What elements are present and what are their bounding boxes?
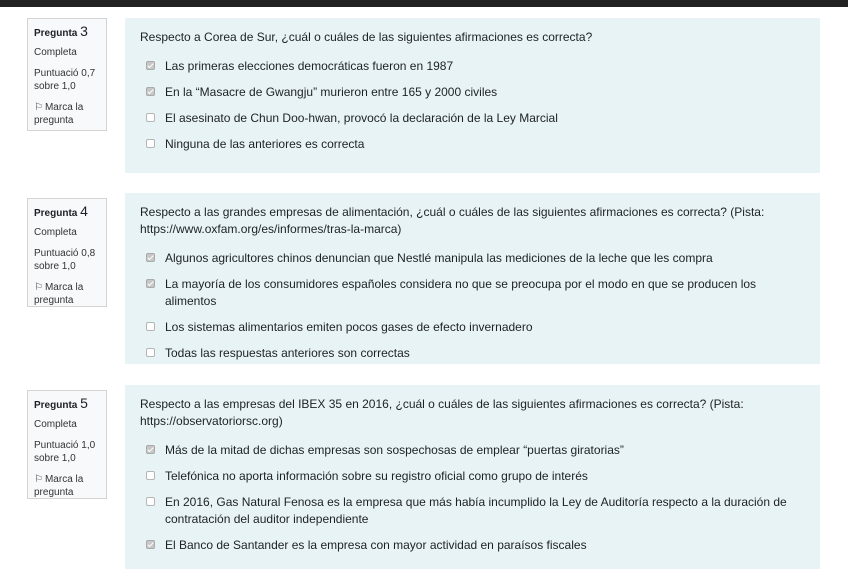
- flag-icon: ⚐: [34, 102, 43, 113]
- question-content: [125, 193, 820, 364]
- question-text: Respecto a las empresas del IBEX 35 en 2016, ¿cuál o cuáles de las siguientes afirmaciones es correcta? (Pista: https://observatoriorsc.org): [140, 397, 744, 428]
- question-content: [125, 385, 820, 569]
- question-info: [27, 18, 107, 131]
- checkbox[interactable]: [146, 113, 155, 122]
- flag-icon: ⚐: [34, 282, 43, 293]
- question-grade: Puntuació 0,7 sobre 1,0: [34, 68, 96, 92]
- checkbox[interactable]: [146, 322, 155, 331]
- checkbox[interactable]: [146, 497, 155, 506]
- question-grade: Puntuació 0,8 sobre 1,0: [34, 248, 96, 272]
- question-grade: Puntuació 1,0 sobre 1,0: [34, 440, 96, 464]
- flag-question-link[interactable]: ⚐ Marca la pregunta: [34, 282, 84, 306]
- checkbox[interactable]: [146, 445, 155, 454]
- answer-list: [140, 58, 805, 153]
- checkbox[interactable]: [146, 471, 155, 480]
- checkbox[interactable]: [146, 139, 155, 148]
- checkbox[interactable]: [146, 540, 155, 549]
- question-state: Completa: [34, 419, 77, 430]
- question-number: Pregunta 3: [34, 23, 88, 39]
- question-info: [27, 390, 107, 499]
- checkbox[interactable]: [146, 348, 155, 357]
- answer-option[interactable]: Algunos agricultores chinos denuncian que Nestlé manipula las mediciones de la leche que les compra: [140, 250, 805, 267]
- answer-option[interactable]: Todas las respuestas anteriores son correctas: [140, 345, 805, 362]
- question-info: [27, 198, 107, 307]
- question-number: Pregunta 4: [34, 203, 88, 219]
- flag-icon: ⚐: [34, 474, 43, 485]
- checkbox[interactable]: [146, 61, 155, 70]
- answer-option[interactable]: El Banco de Santander es la empresa con mayor actividad en paraísos fiscales: [140, 537, 805, 554]
- checkbox[interactable]: [146, 253, 155, 262]
- question-text: Respecto a Corea de Sur, ¿cuál o cuáles de las siguientes afirmaciones es correcta?: [140, 30, 593, 44]
- question-state: Completa: [34, 227, 77, 238]
- answer-option[interactable]: La mayoría de los consumidores españoles considera no que se preocupa por el modo en que se producen los alimentos: [140, 276, 805, 310]
- question-text: Respecto a las grandes empresas de alimentación, ¿cuál o cuáles de las siguientes afirmaciones es correcta? (Pista: https://www.oxfam.org/es/informes/tras-la-marca): [140, 205, 765, 236]
- checkbox[interactable]: [146, 87, 155, 96]
- flag-question-link[interactable]: ⚐ Marca la pregunta: [34, 102, 84, 126]
- answer-option[interactable]: Ninguna de las anteriores es correcta: [140, 136, 805, 153]
- question-state: Completa: [34, 47, 77, 58]
- answer-option[interactable]: Telefónica no aporta información sobre su registro oficial como grupo de interés: [140, 468, 805, 485]
- answer-option[interactable]: El asesinato de Chun Doo-hwan, provocó la declaración de la Ley Marcial: [140, 110, 805, 127]
- question-content: [125, 18, 820, 173]
- checkbox[interactable]: [146, 279, 155, 288]
- answer-option[interactable]: En la “Masacre de Gwangju” murieron entre 165 y 2000 civiles: [140, 84, 805, 101]
- answer-list: [140, 250, 805, 362]
- answer-option[interactable]: En 2016, Gas Natural Fenosa es la empresa que más había incumplido la Ley de Auditoría respecto a la duración de contratación del auditor independiente: [140, 494, 805, 528]
- answer-option[interactable]: Los sistemas alimentarios emiten pocos gases de efecto invernadero: [140, 319, 805, 336]
- answer-option[interactable]: Las primeras elecciones democráticas fueron en 1987: [140, 58, 805, 75]
- answer-option[interactable]: Más de la mitad de dichas empresas son sospechosas de emplear “puertas giratorias”: [140, 442, 805, 459]
- answer-list: [140, 442, 805, 554]
- flag-question-link[interactable]: ⚐ Marca la pregunta: [34, 474, 84, 498]
- top-bar: [0, 0, 848, 7]
- question-number: Pregunta 5: [34, 395, 88, 411]
